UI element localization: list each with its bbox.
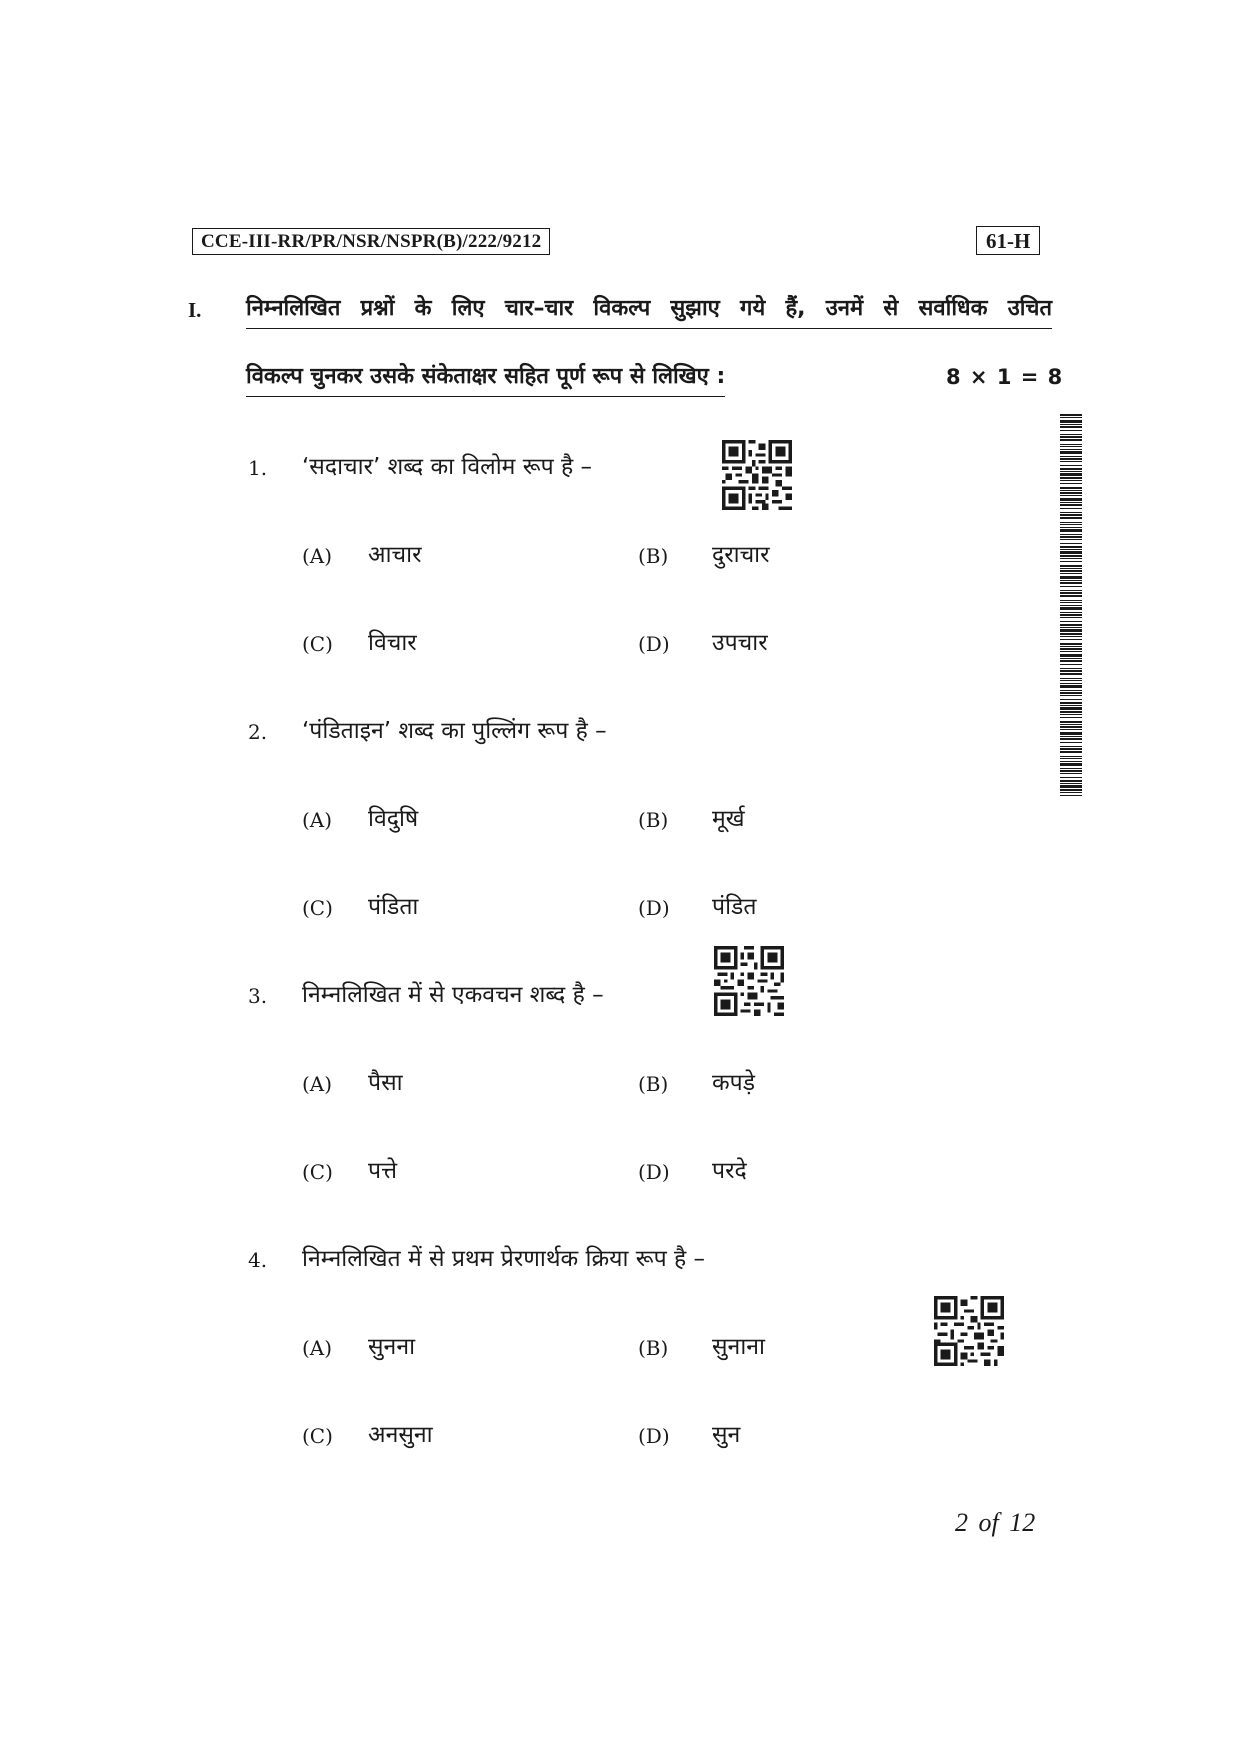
question-2-number: 2. xyxy=(248,720,268,744)
q3-option-c-letter: (C) xyxy=(302,1160,333,1184)
q4-option-d-text[interactable]: सुन xyxy=(712,1422,741,1448)
qr-code-icon xyxy=(714,946,784,1016)
section-marks: 8 × 1 = 8 xyxy=(946,365,1063,389)
q4-option-b-letter: (B) xyxy=(638,1336,669,1360)
q4-option-c-letter: (C) xyxy=(302,1424,333,1448)
q1-option-d-letter: (D) xyxy=(638,632,670,656)
q2-option-a-letter: (A) xyxy=(302,808,333,832)
q1-option-a-letter: (A) xyxy=(302,544,333,568)
q2-option-c-letter: (C) xyxy=(302,896,333,920)
qr-code-icon xyxy=(722,440,792,510)
question-1-number: 1. xyxy=(248,456,268,480)
q3-option-d-letter: (D) xyxy=(638,1160,670,1184)
q3-option-d-text[interactable]: परदे xyxy=(712,1158,747,1184)
section-instruction-line1: निम्नलिखित प्रश्नों के लिए चार–चार विकल्प सुझाए गये हैं, उनमें से सर्वाधिक उचित xyxy=(246,292,1052,329)
q1-option-b-text[interactable]: दुराचार xyxy=(712,542,770,568)
question-3-number: 3. xyxy=(248,984,268,1008)
question-4-number: 4. xyxy=(248,1248,268,1272)
qr-code-3 xyxy=(934,1296,1004,1366)
section-instruction-line2: विकल्प चुनकर उसके संकेताक्षर सहित पूर्ण रूप से लिखिए : xyxy=(246,360,725,397)
q2-option-b-text[interactable]: मूर्ख xyxy=(712,806,745,832)
question-3-text: निम्नलिखित में से एकवचन शब्द है – xyxy=(302,982,604,1008)
q2-option-d-letter: (D) xyxy=(638,896,670,920)
barcode-icon xyxy=(1060,414,1082,796)
barcode xyxy=(1060,414,1082,796)
q4-option-c-text[interactable]: अनसुना xyxy=(368,1422,433,1448)
page-number: 2 of 12 xyxy=(955,1508,1036,1537)
q3-option-b-letter: (B) xyxy=(638,1072,669,1096)
question-4-text: निम्नलिखित में से प्रथम प्रेरणार्थक क्रिया रूप है – xyxy=(302,1246,706,1272)
qr-code-icon xyxy=(934,1296,1004,1366)
section-number: I. xyxy=(188,298,202,322)
q2-option-a-text[interactable]: विदुषि xyxy=(368,806,419,832)
q3-option-c-text[interactable]: पत्ते xyxy=(368,1158,397,1184)
q1-option-c-text[interactable]: विचार xyxy=(368,630,417,656)
question-1-text: ‘सदाचार’ शब्द का विलोम रूप है – xyxy=(302,454,593,480)
qr-code-2 xyxy=(714,946,784,1016)
q4-option-b-text[interactable]: सुनाना xyxy=(712,1334,765,1360)
q4-option-a-letter: (A) xyxy=(302,1336,333,1360)
qr-code-1 xyxy=(722,440,792,510)
q3-option-b-text[interactable]: कपड़े xyxy=(712,1070,756,1096)
q4-option-d-letter: (D) xyxy=(638,1424,670,1448)
subject-code: 61-H xyxy=(976,226,1040,255)
q1-option-b-letter: (B) xyxy=(638,544,669,568)
q4-option-a-text[interactable]: सुनना xyxy=(368,1334,416,1360)
question-2-text: ‘पंडिताइन’ शब्द का पुल्लिंग रूप है – xyxy=(302,718,607,744)
q2-option-b-letter: (B) xyxy=(638,808,669,832)
q3-option-a-text[interactable]: पैसा xyxy=(368,1070,403,1096)
q1-option-c-letter: (C) xyxy=(302,632,333,656)
q3-option-a-letter: (A) xyxy=(302,1072,333,1096)
q1-option-d-text[interactable]: उपचार xyxy=(712,630,768,656)
paper-code: CCE-III-RR/PR/NSR/NSPR(B)/222/9212 xyxy=(192,228,550,255)
q2-option-d-text[interactable]: पंडित xyxy=(712,894,757,920)
q1-option-a-text[interactable]: आचार xyxy=(368,542,422,568)
q2-option-c-text[interactable]: पंडिता xyxy=(368,894,419,920)
